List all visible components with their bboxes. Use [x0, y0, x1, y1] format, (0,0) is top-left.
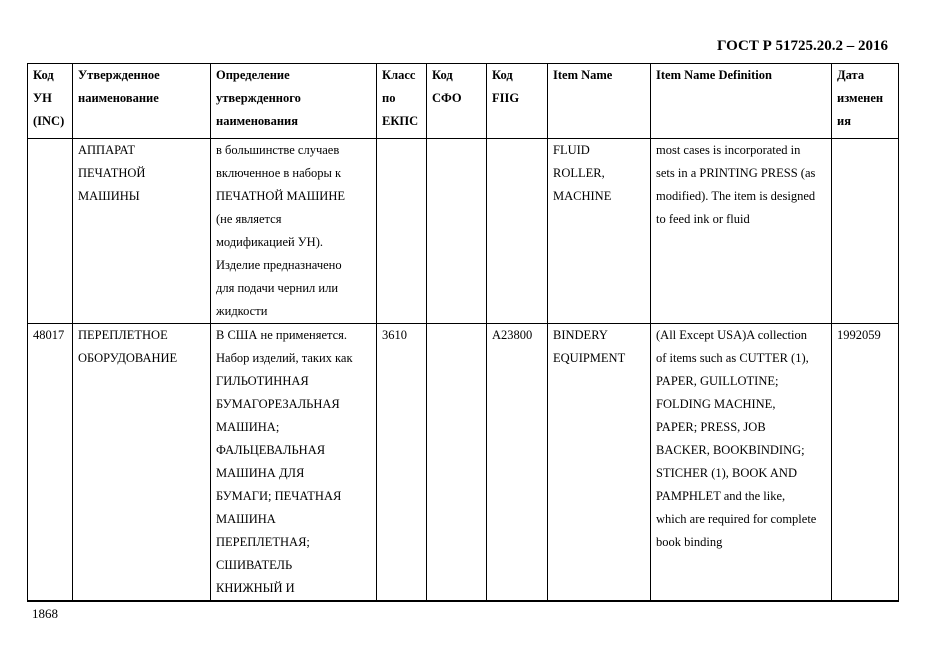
table-header-row [28, 64, 899, 139]
header-change-date: Дата изменен ия [832, 64, 899, 139]
cell-ekps-class [377, 139, 427, 324]
cell-item-name: FLUID ROLLER, MACHINE [548, 139, 651, 324]
cell-name-definition: в большинстве случаев включенное в наборы к ПЕЧАТНОЙ МАШИНЕ (не является модификацией УН). Изделие предназначено для подачи чернил или жидкости [211, 139, 377, 324]
header-item-name-definition: Item Name Definition [651, 64, 832, 139]
cell-item-name-definition: (All Except USA)A collection of items such as CUTTER (1), PAPER, GUILLOTINE; FOLDING MACHINE, PAPER; PRESS, JOB BACKER, BOOKBINDING; STICHER (1), BOOK AND PAMPHLET and the like, which are required for complete book binding [651, 324, 832, 602]
header-inc-code: Код УН (INC) [28, 64, 73, 139]
cell-sfo-code [427, 139, 487, 324]
cell-approved-name: АППАРАТ ПЕЧАТНОЙ МАШИНЫ [73, 139, 211, 324]
header-ekps-class: Класс по ЕКПС [377, 64, 427, 139]
header-sfo-code: Код СФО [427, 64, 487, 139]
item-registry-table [27, 63, 899, 602]
cell-fiig-code [487, 139, 548, 324]
cell-sfo-code [427, 324, 487, 602]
cell-change-date [832, 139, 899, 324]
cell-item-name: BINDERY EQUIPMENT [548, 324, 651, 602]
cell-fiig-code: A23800 [487, 324, 548, 602]
cell-ekps-class: 3610 [377, 324, 427, 602]
cell-approved-name: ПЕРЕПЛЕТНОЕ ОБОРУДОВАНИЕ [73, 324, 211, 602]
cell-name-definition: В США не применяется. Набор изделий, таких как ГИЛЬОТИННАЯ БУМАГОРЕЗАЛЬНАЯ МАШИНА; ФАЛЬЦЕВАЛЬНАЯ МАШИНА ДЛЯ БУМАГИ; ПЕЧАТНАЯ МАШИНА ПЕРЕПЛЕТНАЯ; СШИВАТЕЛЬ КНИЖНЫЙ И [211, 324, 377, 602]
header-item-name: Item Name [548, 64, 651, 139]
page-number: 1868 [32, 606, 58, 621]
table-row [28, 324, 899, 602]
table-row [28, 139, 899, 324]
cell-inc-code: 48017 [28, 324, 73, 602]
document-title: ГОСТ Р 51725.20.2 – 2016 [716, 38, 888, 54]
cell-change-date: 1992059 [832, 324, 899, 602]
header-approved-name: Утвержденное наименование [73, 64, 211, 139]
cell-item-name-definition: most cases is incorporated in sets in a PRINTING PRESS (as modified). The item is designed to feed ink or fluid [651, 139, 832, 324]
header-name-definition: Определение утвержденного наименования [211, 64, 377, 139]
header-fiig-code: Код FIIG [487, 64, 548, 139]
cell-inc-code [28, 139, 73, 324]
